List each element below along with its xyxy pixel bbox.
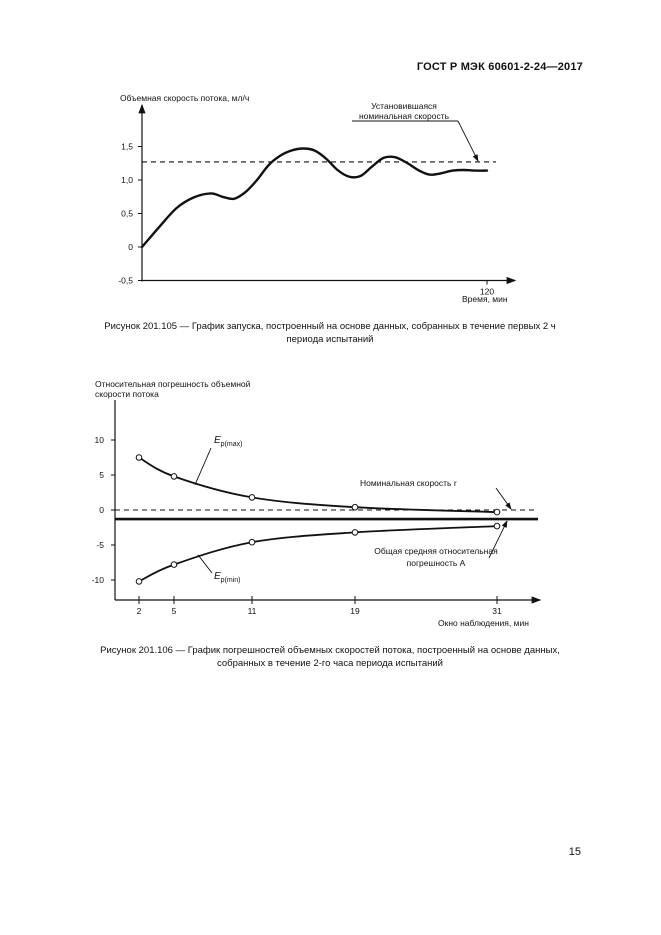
y-ticks xyxy=(118,142,142,286)
x-axis-label: Окно наблюдения, мин xyxy=(438,618,529,628)
y-tick-label: 1,5 xyxy=(121,141,133,152)
reference-label-line2: номинальная скорость xyxy=(358,111,450,121)
data-point xyxy=(352,504,358,510)
figure-error-graph xyxy=(0,370,661,640)
startup-chart xyxy=(0,80,661,310)
data-point xyxy=(249,495,255,501)
x-ticks xyxy=(137,596,502,616)
data-point xyxy=(494,509,500,515)
x-ticks xyxy=(480,281,494,297)
x-tick-label: 120 xyxy=(479,286,495,297)
y-tick-label: 0 xyxy=(99,505,104,515)
y-tick-label: 0,5 xyxy=(121,208,133,219)
figure-startup-graph xyxy=(0,80,661,310)
caption-line: собранных в течение 2-го часа периода испытаний xyxy=(217,658,443,669)
series-label-main: E xyxy=(214,571,221,582)
series-label-sub: p(min) xyxy=(220,577,241,584)
flow-rate-curve xyxy=(142,149,487,248)
page-number: 15 xyxy=(568,846,581,858)
y-axis-label-line2: скорости потока xyxy=(95,389,159,399)
document-header: ГОСТ Р МЭК 60601-2-24—2017 xyxy=(416,61,583,73)
figure-1-caption xyxy=(60,320,600,346)
nominal-rate-leader xyxy=(496,488,511,509)
nominal-rate-label: Номинальная скорость r xyxy=(360,478,457,488)
caption-line: периода испытаний xyxy=(286,334,374,345)
error-chart xyxy=(0,370,661,640)
series-label-max xyxy=(214,435,242,448)
y-axis-label-line1: Относительная погрешность объемной xyxy=(95,379,251,389)
data-point xyxy=(171,474,177,480)
y-axis-label: Объемная скорость потока, мл/ч xyxy=(120,93,250,103)
series-label-sub: p(max) xyxy=(220,441,243,448)
series-min-leader xyxy=(198,555,212,573)
series-max-leader xyxy=(195,448,211,485)
reference-leader-arrow xyxy=(458,121,478,161)
caption-line: Рисунок 201.105 — График запуска, построенный на основе данных, собранных в течение первых 2 ч xyxy=(104,321,556,332)
y-tick-label: 10 xyxy=(94,435,104,445)
y-tick-label: 0 xyxy=(128,242,133,252)
data-point xyxy=(136,455,142,461)
caption-line: Рисунок 201.106 — График погрешностей объемных скоростей потока, построенный на основе данных, xyxy=(100,645,560,656)
y-ticks xyxy=(92,435,115,585)
x-tick-label: 5 xyxy=(171,606,177,616)
mean-error-label-line2: погрешность A xyxy=(406,558,466,568)
data-point xyxy=(171,562,177,568)
x-tick-label: 31 xyxy=(492,606,502,616)
x-axis-label: Время, мин xyxy=(462,294,508,304)
series-label-min xyxy=(214,571,241,584)
data-point xyxy=(136,579,142,585)
x-tick-label: 2 xyxy=(136,606,142,616)
y-tick-label: -10 xyxy=(91,575,104,585)
data-point xyxy=(494,523,500,529)
x-tick-label: 11 xyxy=(247,606,257,616)
x-tick-label: 19 xyxy=(350,606,360,616)
y-tick-label: -5 xyxy=(96,540,104,550)
data-point xyxy=(352,530,358,536)
figure-2-caption xyxy=(60,644,600,670)
y-tick-label: 5 xyxy=(99,470,104,480)
series-label-main: E xyxy=(214,435,221,446)
data-point xyxy=(249,539,255,545)
mean-error-label-line1: Общая средняя относительная xyxy=(374,546,498,556)
reference-label-line1: Установившаяся xyxy=(371,101,437,111)
y-tick-label: 1,0 xyxy=(121,175,133,185)
y-tick-label: -0,5 xyxy=(118,275,133,286)
